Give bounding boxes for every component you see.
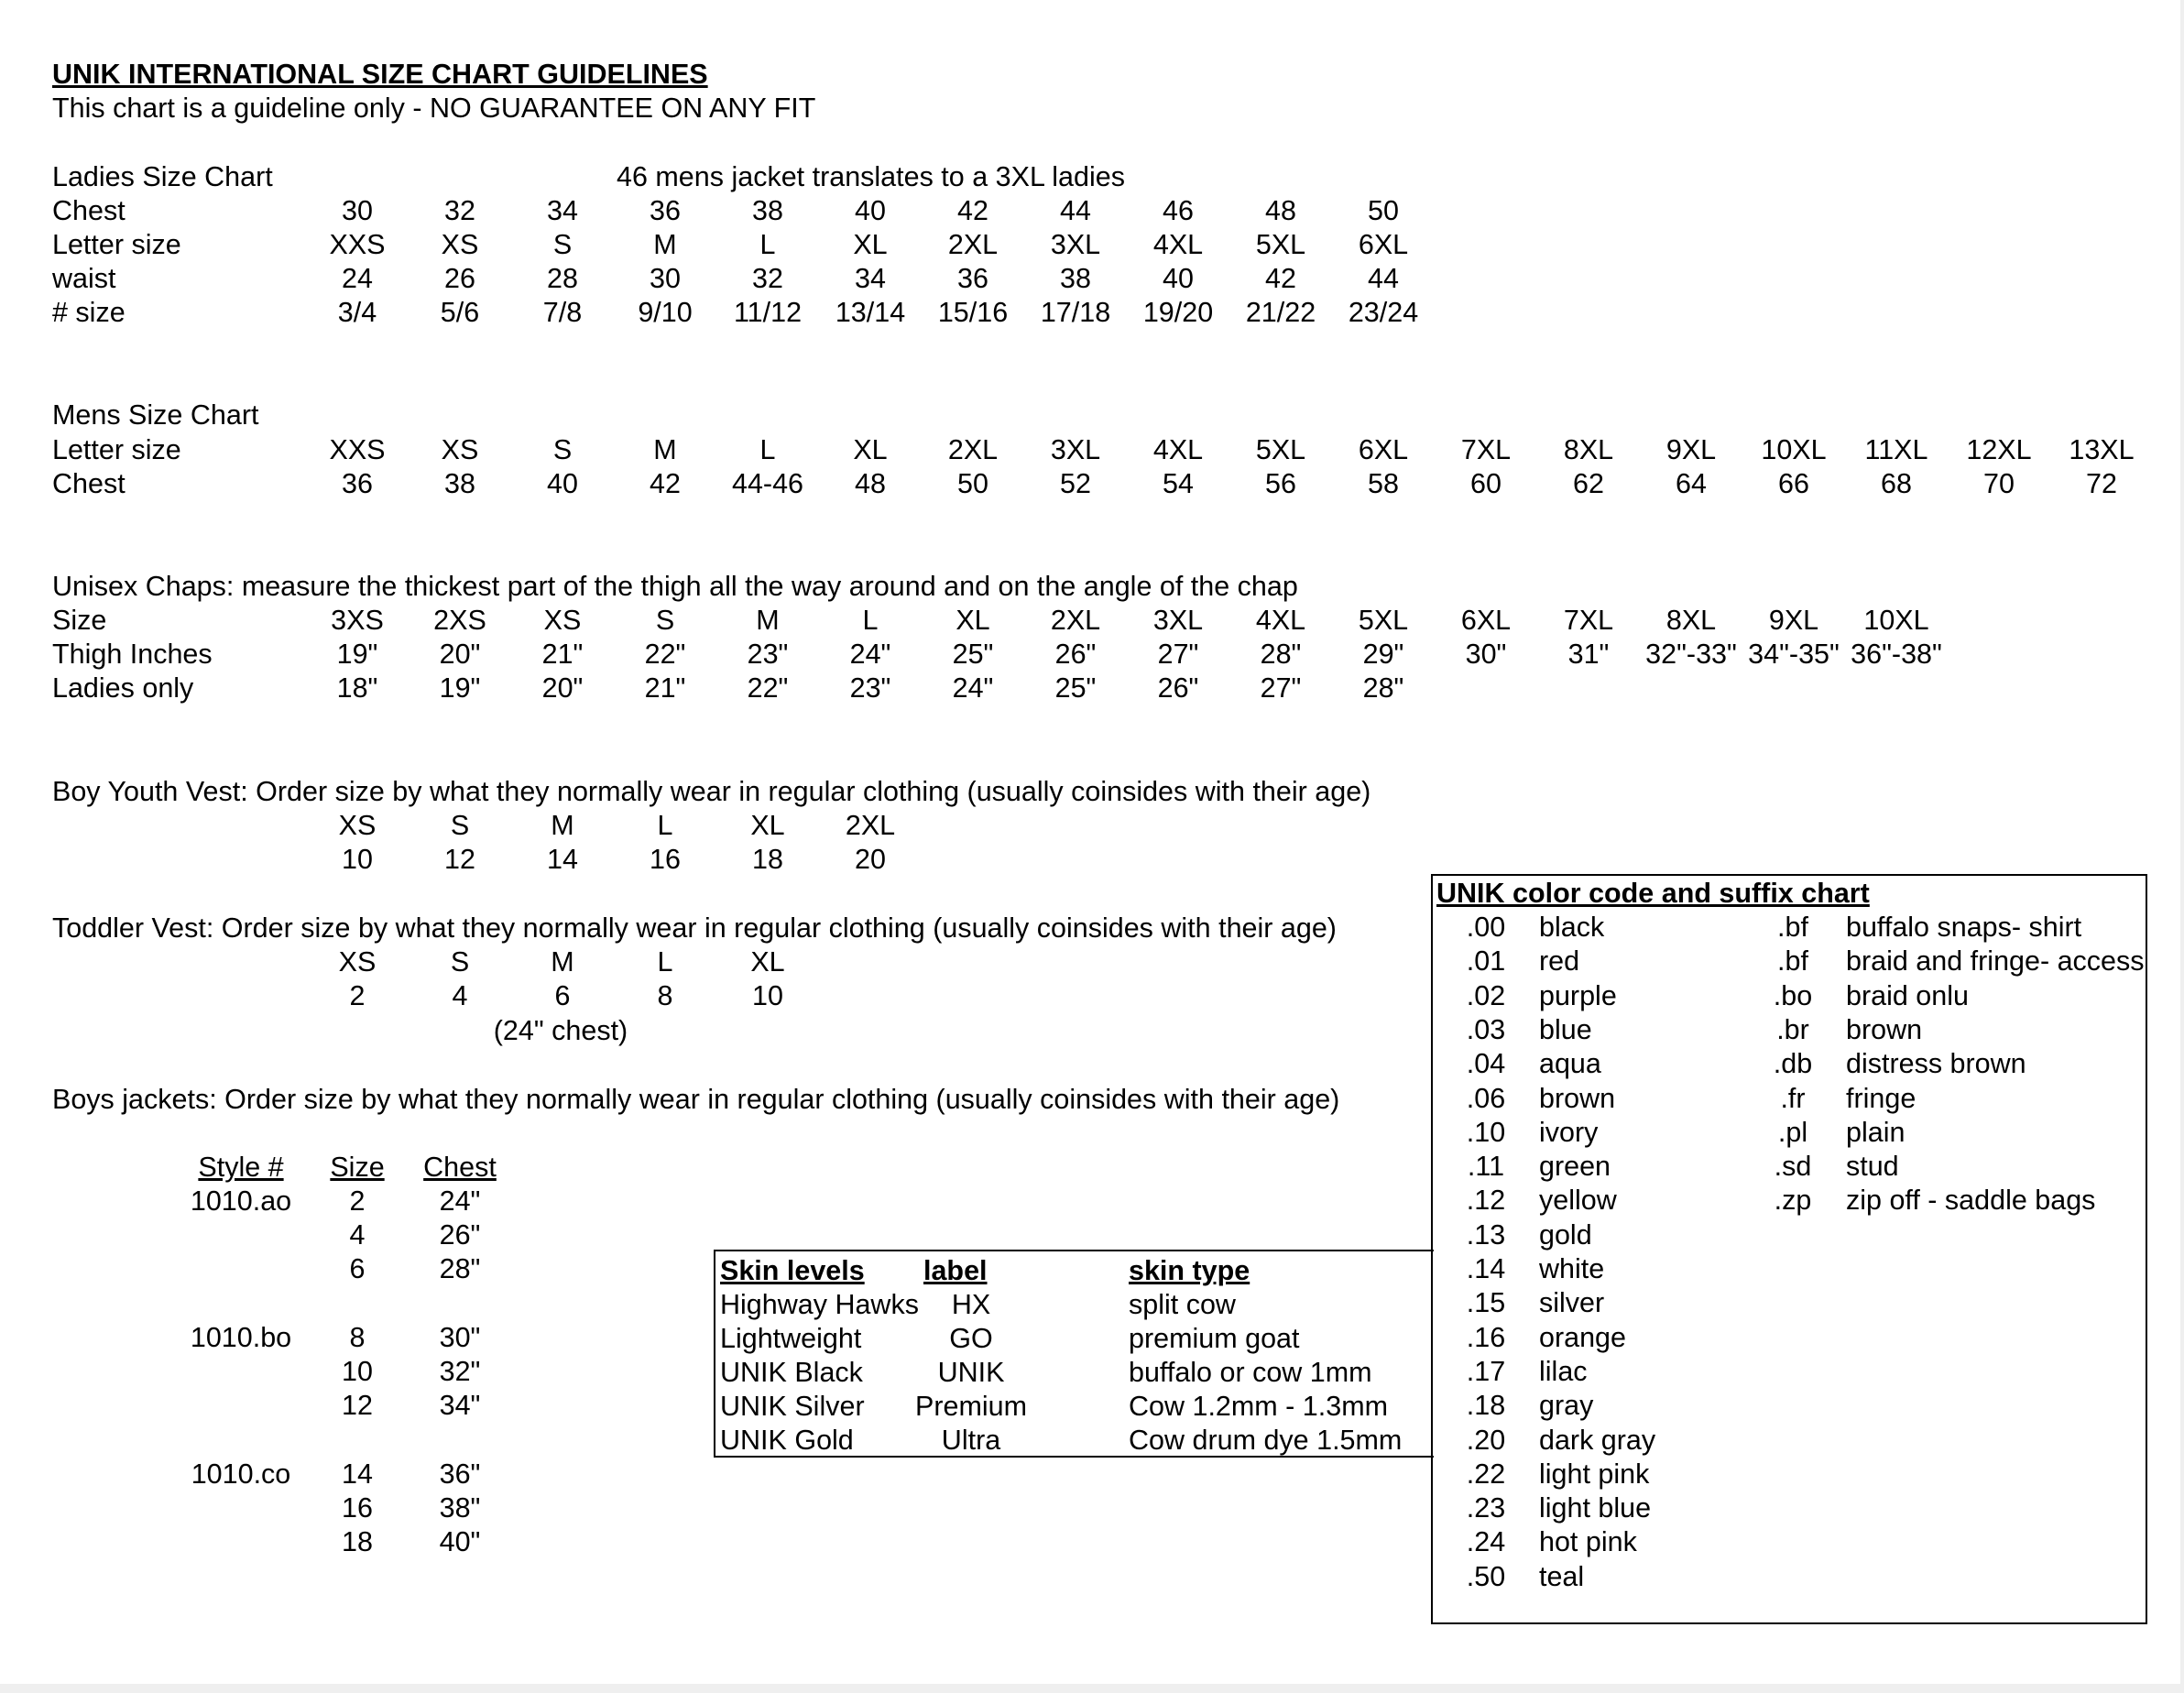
color-code: .23 [1466,1492,1506,1524]
suffix-name: brown [1846,1014,1923,1045]
row-label: Size [52,605,107,636]
table-cell: 32 [444,195,475,226]
row-label: Ladies only [52,672,194,704]
table-cell: 3XL [1050,229,1101,260]
color-code: .50 [1466,1561,1506,1592]
row-label: Thigh Inches [52,639,213,670]
size-value: 8 [349,1322,366,1353]
table-cell: 5XL [1255,434,1306,465]
ladies-note: 46 mens jacket translates to a 3XL ladies [617,161,1125,192]
size-value: 12 [342,1390,373,1421]
color-name: ivory [1539,1117,1599,1148]
table-cell: 23/24 [1348,297,1419,328]
table-cell: 23" [747,639,789,670]
column-header: label [923,1255,988,1286]
table-cell: XL [853,434,888,465]
chest-value: 40" [439,1526,481,1557]
color-name: gold [1539,1219,1592,1251]
table-cell: S [450,810,470,841]
table-cell: XS [338,810,377,841]
boys-jackets-heading: Boys jackets: Order size by what they normally wear in regular clothing (usually coinsides with their age) [52,1084,1340,1115]
suffix-code: .bf [1777,912,1808,943]
table-cell: 42 [1265,263,1296,294]
table-cell: 44 [1368,263,1399,294]
table-cell: S [450,946,470,978]
color-code: .12 [1466,1185,1506,1216]
table-cell: XL [956,605,990,636]
table-cell: 19" [439,672,481,704]
table-cell: XL [750,946,785,978]
table-cell: 66 [1778,468,1809,499]
style-number: 1010.ao [190,1185,292,1217]
suffix-name: stud [1846,1151,1899,1182]
table-cell: 50 [1368,195,1399,226]
table-cell: 16 [650,844,681,875]
size-value: 4 [349,1219,366,1251]
table-cell: 3XL [1152,605,1204,636]
table-cell: 9XL [1665,434,1717,465]
table-cell: XL [853,229,888,260]
table-cell: 36 [957,263,988,294]
column-header: Chest [423,1152,497,1183]
table-cell: 36 [650,195,681,226]
table-cell: 52 [1060,468,1091,499]
table-cell: 62 [1573,468,1604,499]
table-cell: 10 [342,844,373,875]
table-cell: 5XL [1358,605,1409,636]
table-cell: 22" [747,672,789,704]
table-cell: 2 [349,980,366,1011]
table-cell: 18" [336,672,378,704]
color-code: .14 [1466,1253,1506,1284]
table-cell: L [657,810,673,841]
skin-label: Ultra [941,1425,1001,1456]
table-cell: 30 [650,263,681,294]
suffix-name: braid onlu [1846,980,1969,1011]
color-name: white [1539,1253,1605,1284]
table-cell: 11XL [1864,434,1928,465]
table-cell: 54 [1163,468,1194,499]
table-cell: 28" [1260,639,1302,670]
style-number: 1010.co [191,1458,291,1490]
table-cell: M [551,946,574,978]
table-cell: 27" [1260,672,1302,704]
table-cell: 25" [1054,672,1097,704]
table-cell: 6XL [1460,605,1512,636]
suffix-name: distress brown [1846,1048,2026,1079]
skin-label: UNIK [937,1357,1005,1388]
table-cell: XS [441,229,479,260]
table-cell: 5/6 [440,297,480,328]
suffix-name: buffalo snaps- shirt [1846,912,2082,943]
table-cell: 4XL [1152,229,1204,260]
table-cell: XL [750,810,785,841]
table-cell: L [862,605,879,636]
chest-value: 24" [439,1185,481,1217]
color-name: red [1539,945,1580,977]
color-name: lilac [1539,1356,1588,1387]
chest-value: 28" [439,1253,481,1284]
skin-type: buffalo or cow 1mm [1129,1357,1372,1388]
table-cell: L [759,229,776,260]
size-value: 16 [342,1492,373,1524]
table-cell: 20" [541,672,584,704]
table-cell: 9XL [1768,605,1819,636]
suffix-name: plain [1846,1117,1906,1148]
color-code: .15 [1466,1287,1506,1318]
table-cell: 44 [1060,195,1091,226]
table-cell: 26" [1054,639,1097,670]
color-code: .04 [1466,1048,1506,1079]
color-name: black [1539,912,1605,943]
table-cell: 64 [1676,468,1707,499]
suffix-code: .br [1776,1014,1809,1045]
color-name: brown [1539,1083,1616,1114]
table-cell: 56 [1265,468,1296,499]
table-cell: 12 [444,844,475,875]
table-cell: XS [543,605,582,636]
table-cell: 44-46 [731,468,803,499]
table-cell: M [653,229,677,260]
table-cell: 31" [1567,639,1610,670]
table-cell: 19" [336,639,378,670]
table-cell: S [552,434,573,465]
table-cell: 21" [541,639,584,670]
table-cell: XXS [329,434,386,465]
color-code: .16 [1466,1322,1506,1353]
table-cell: 28" [1362,672,1404,704]
suffix-code: .bo [1773,980,1813,1011]
table-cell: 8XL [1665,605,1717,636]
table-cell: 9/10 [638,297,693,328]
table-cell: 38 [752,195,783,226]
table-cell: XXS [329,229,386,260]
color-code: .06 [1466,1083,1506,1114]
suffix-code: .sd [1774,1151,1812,1182]
color-name: aqua [1539,1048,1601,1079]
table-cell: 34"-35" [1748,639,1840,670]
table-cell: 19/20 [1142,297,1214,328]
table-cell: 36"-38" [1851,639,1942,670]
color-code: .18 [1466,1390,1506,1421]
table-cell: 32"-33" [1645,639,1737,670]
table-cell: 7XL [1563,605,1614,636]
table-cell: S [552,229,573,260]
table-cell: 24" [849,639,891,670]
table-cell: 2XL [845,810,896,841]
skin-level: UNIK Gold [720,1425,854,1456]
table-cell: 46 [1163,195,1194,226]
table-cell: 27" [1157,639,1199,670]
table-cell: 32 [752,263,783,294]
table-cell: 2XL [947,229,999,260]
row-label: Letter size [52,434,181,465]
table-cell: 40 [855,195,886,226]
table-cell: 20" [439,639,481,670]
suffix-code: .zp [1774,1185,1812,1216]
skin-type: split cow [1129,1289,1236,1320]
table-cell: 50 [957,468,988,499]
skin-type: premium goat [1129,1323,1300,1354]
color-code: .01 [1466,945,1506,977]
table-cell: 24 [342,263,373,294]
table-cell: 26 [444,263,475,294]
color-name: purple [1539,980,1617,1011]
skin-type: Cow drum dye 1.5mm [1129,1425,1403,1456]
table-cell: 58 [1368,468,1399,499]
table-cell: 8XL [1563,434,1614,465]
skin-level: UNIK Silver [720,1391,865,1422]
table-cell: 25" [952,639,994,670]
color-name: silver [1539,1287,1605,1318]
color-name: dark gray [1539,1425,1656,1456]
color-name: hot pink [1539,1526,1637,1557]
document-title: UNIK INTERNATIONAL SIZE CHART GUIDELINES [52,59,708,90]
table-cell: 17/18 [1040,297,1111,328]
chaps-heading: Unisex Chaps: measure the thickest part of the thigh all the way around and on the angle of the chap [52,571,1298,602]
table-cell: 4XL [1255,605,1306,636]
chest-value: 30" [439,1322,481,1353]
table-cell: L [759,434,776,465]
skin-type: Cow 1.2mm - 1.3mm [1129,1391,1389,1422]
chest-value: 36" [439,1458,481,1490]
color-code: .17 [1466,1356,1506,1387]
suffix-code: .pl [1777,1117,1808,1148]
table-cell: 23" [849,672,891,704]
size-value: 10 [342,1356,373,1387]
toddler-vest-note: (24" chest) [493,1015,628,1046]
color-name: yellow [1539,1185,1617,1216]
table-cell: 36 [342,468,373,499]
table-cell: 34 [547,195,578,226]
suffix-code: .bf [1777,945,1808,977]
chest-value: 26" [439,1219,481,1251]
table-cell: 21/22 [1245,297,1316,328]
size-value: 6 [349,1253,366,1284]
table-cell: 5XL [1255,229,1306,260]
table-cell: S [655,605,675,636]
suffix-name: braid and fringe- access [1846,945,2145,977]
ladies-heading: Ladies Size Chart [52,161,273,192]
style-number: 1010.bo [190,1322,292,1353]
size-value: 14 [342,1458,373,1490]
color-name: orange [1539,1322,1626,1353]
color-code: .20 [1466,1425,1506,1456]
document-subtitle: This chart is a guideline only - NO GUARANTEE ON ANY FIT [52,93,816,124]
table-cell: 34 [855,263,886,294]
table-cell: 26" [1157,672,1199,704]
color-code: .00 [1466,912,1506,943]
size-value: 18 [342,1526,373,1557]
table-cell: 11/12 [733,297,803,328]
color-code: .22 [1466,1458,1506,1490]
table-cell: 48 [855,468,886,499]
table-cell: 3XL [1050,434,1101,465]
column-header: Size [330,1152,385,1183]
table-cell: 72 [2086,468,2117,499]
row-label: Letter size [52,229,181,260]
table-cell: 22" [644,639,686,670]
color-code: .02 [1466,980,1506,1011]
table-cell: M [653,434,677,465]
table-cell: 3/4 [337,297,377,328]
table-cell: 4XL [1152,434,1204,465]
table-cell: 29" [1362,639,1404,670]
table-cell: 7/8 [542,297,583,328]
color-chart-title: UNIK color code and suffix chart [1436,878,1870,909]
table-cell: 68 [1881,468,1912,499]
suffix-name: zip off - saddle bags [1846,1185,2096,1216]
row-label: Chest [52,195,126,226]
column-header: Style # [198,1152,284,1183]
table-cell: 38 [1060,263,1091,294]
color-code: .24 [1466,1526,1506,1557]
table-cell: 3XS [331,605,384,636]
table-cell: 38 [444,468,475,499]
skin-level: Lightweight [720,1323,862,1354]
table-cell: 42 [957,195,988,226]
size-value: 2 [349,1185,366,1217]
table-cell: 2XS [433,605,486,636]
suffix-code: .fr [1780,1083,1806,1114]
table-cell: 12XL [1966,434,2032,465]
table-cell: 7XL [1460,434,1512,465]
suffix-code: .db [1773,1048,1813,1079]
mens-heading: Mens Size Chart [52,399,259,431]
skin-label: Premium [914,1391,1027,1422]
table-cell: 28 [547,263,578,294]
table-cell: 15/16 [937,297,1009,328]
column-header: skin type [1129,1255,1250,1286]
skin-label: GO [949,1323,993,1354]
color-name: light blue [1539,1492,1652,1524]
color-name: gray [1539,1390,1594,1421]
toddler-vest-heading: Toddler Vest: Order size by what they normally wear in regular clothing (usually coinsides with their age) [52,912,1337,944]
skin-level: Highway Hawks [720,1289,919,1320]
table-cell: 8 [657,980,673,1011]
color-name: blue [1539,1014,1592,1045]
chest-value: 32" [439,1356,481,1387]
table-cell: 10XL [1863,605,1929,636]
column-header: Skin levels [720,1255,865,1286]
color-name: light pink [1539,1458,1650,1490]
row-label: # size [52,297,126,328]
table-cell: XS [441,434,479,465]
table-cell: 13/14 [835,297,906,328]
color-name: teal [1539,1561,1585,1592]
chest-value: 38" [439,1492,481,1524]
table-cell: M [551,810,574,841]
row-label: waist [52,263,116,294]
table-cell: 48 [1265,195,1296,226]
skin-label: HX [951,1289,991,1320]
table-cell: L [657,946,673,978]
table-cell: 10 [752,980,783,1011]
table-cell: 60 [1470,468,1502,499]
table-cell: 14 [547,844,578,875]
table-cell: 30 [342,195,373,226]
suffix-name: fringe [1846,1083,1916,1114]
row-label: Chest [52,468,126,499]
boy-vest-heading: Boy Youth Vest: Order size by what they normally wear in regular clothing (usually coinsides with their age) [52,776,1371,807]
table-cell: 70 [1983,468,2015,499]
table-cell: 40 [547,468,578,499]
table-cell: 6XL [1358,229,1409,260]
table-cell: 6XL [1358,434,1409,465]
table-cell: XS [338,946,377,978]
table-cell: 2XL [947,434,999,465]
table-cell: 13XL [2069,434,2135,465]
table-cell: 42 [650,468,681,499]
table-cell: 21" [644,672,686,704]
color-code: .03 [1466,1014,1506,1045]
table-cell: 4 [452,980,468,1011]
table-cell: 30" [1465,639,1507,670]
table-cell: 20 [855,844,886,875]
table-cell: 40 [1163,263,1194,294]
table-cell: 24" [952,672,994,704]
table-cell: 18 [752,844,783,875]
table-cell: 10XL [1761,434,1827,465]
table-cell: M [756,605,780,636]
color-name: green [1539,1151,1611,1182]
table-cell: 6 [554,980,571,1011]
table-cell: 2XL [1050,605,1101,636]
color-code: .11 [1467,1151,1505,1182]
chest-value: 34" [439,1390,481,1421]
skin-level: UNIK Black [720,1357,863,1388]
color-code: .13 [1466,1219,1506,1251]
color-code: .10 [1466,1117,1506,1148]
